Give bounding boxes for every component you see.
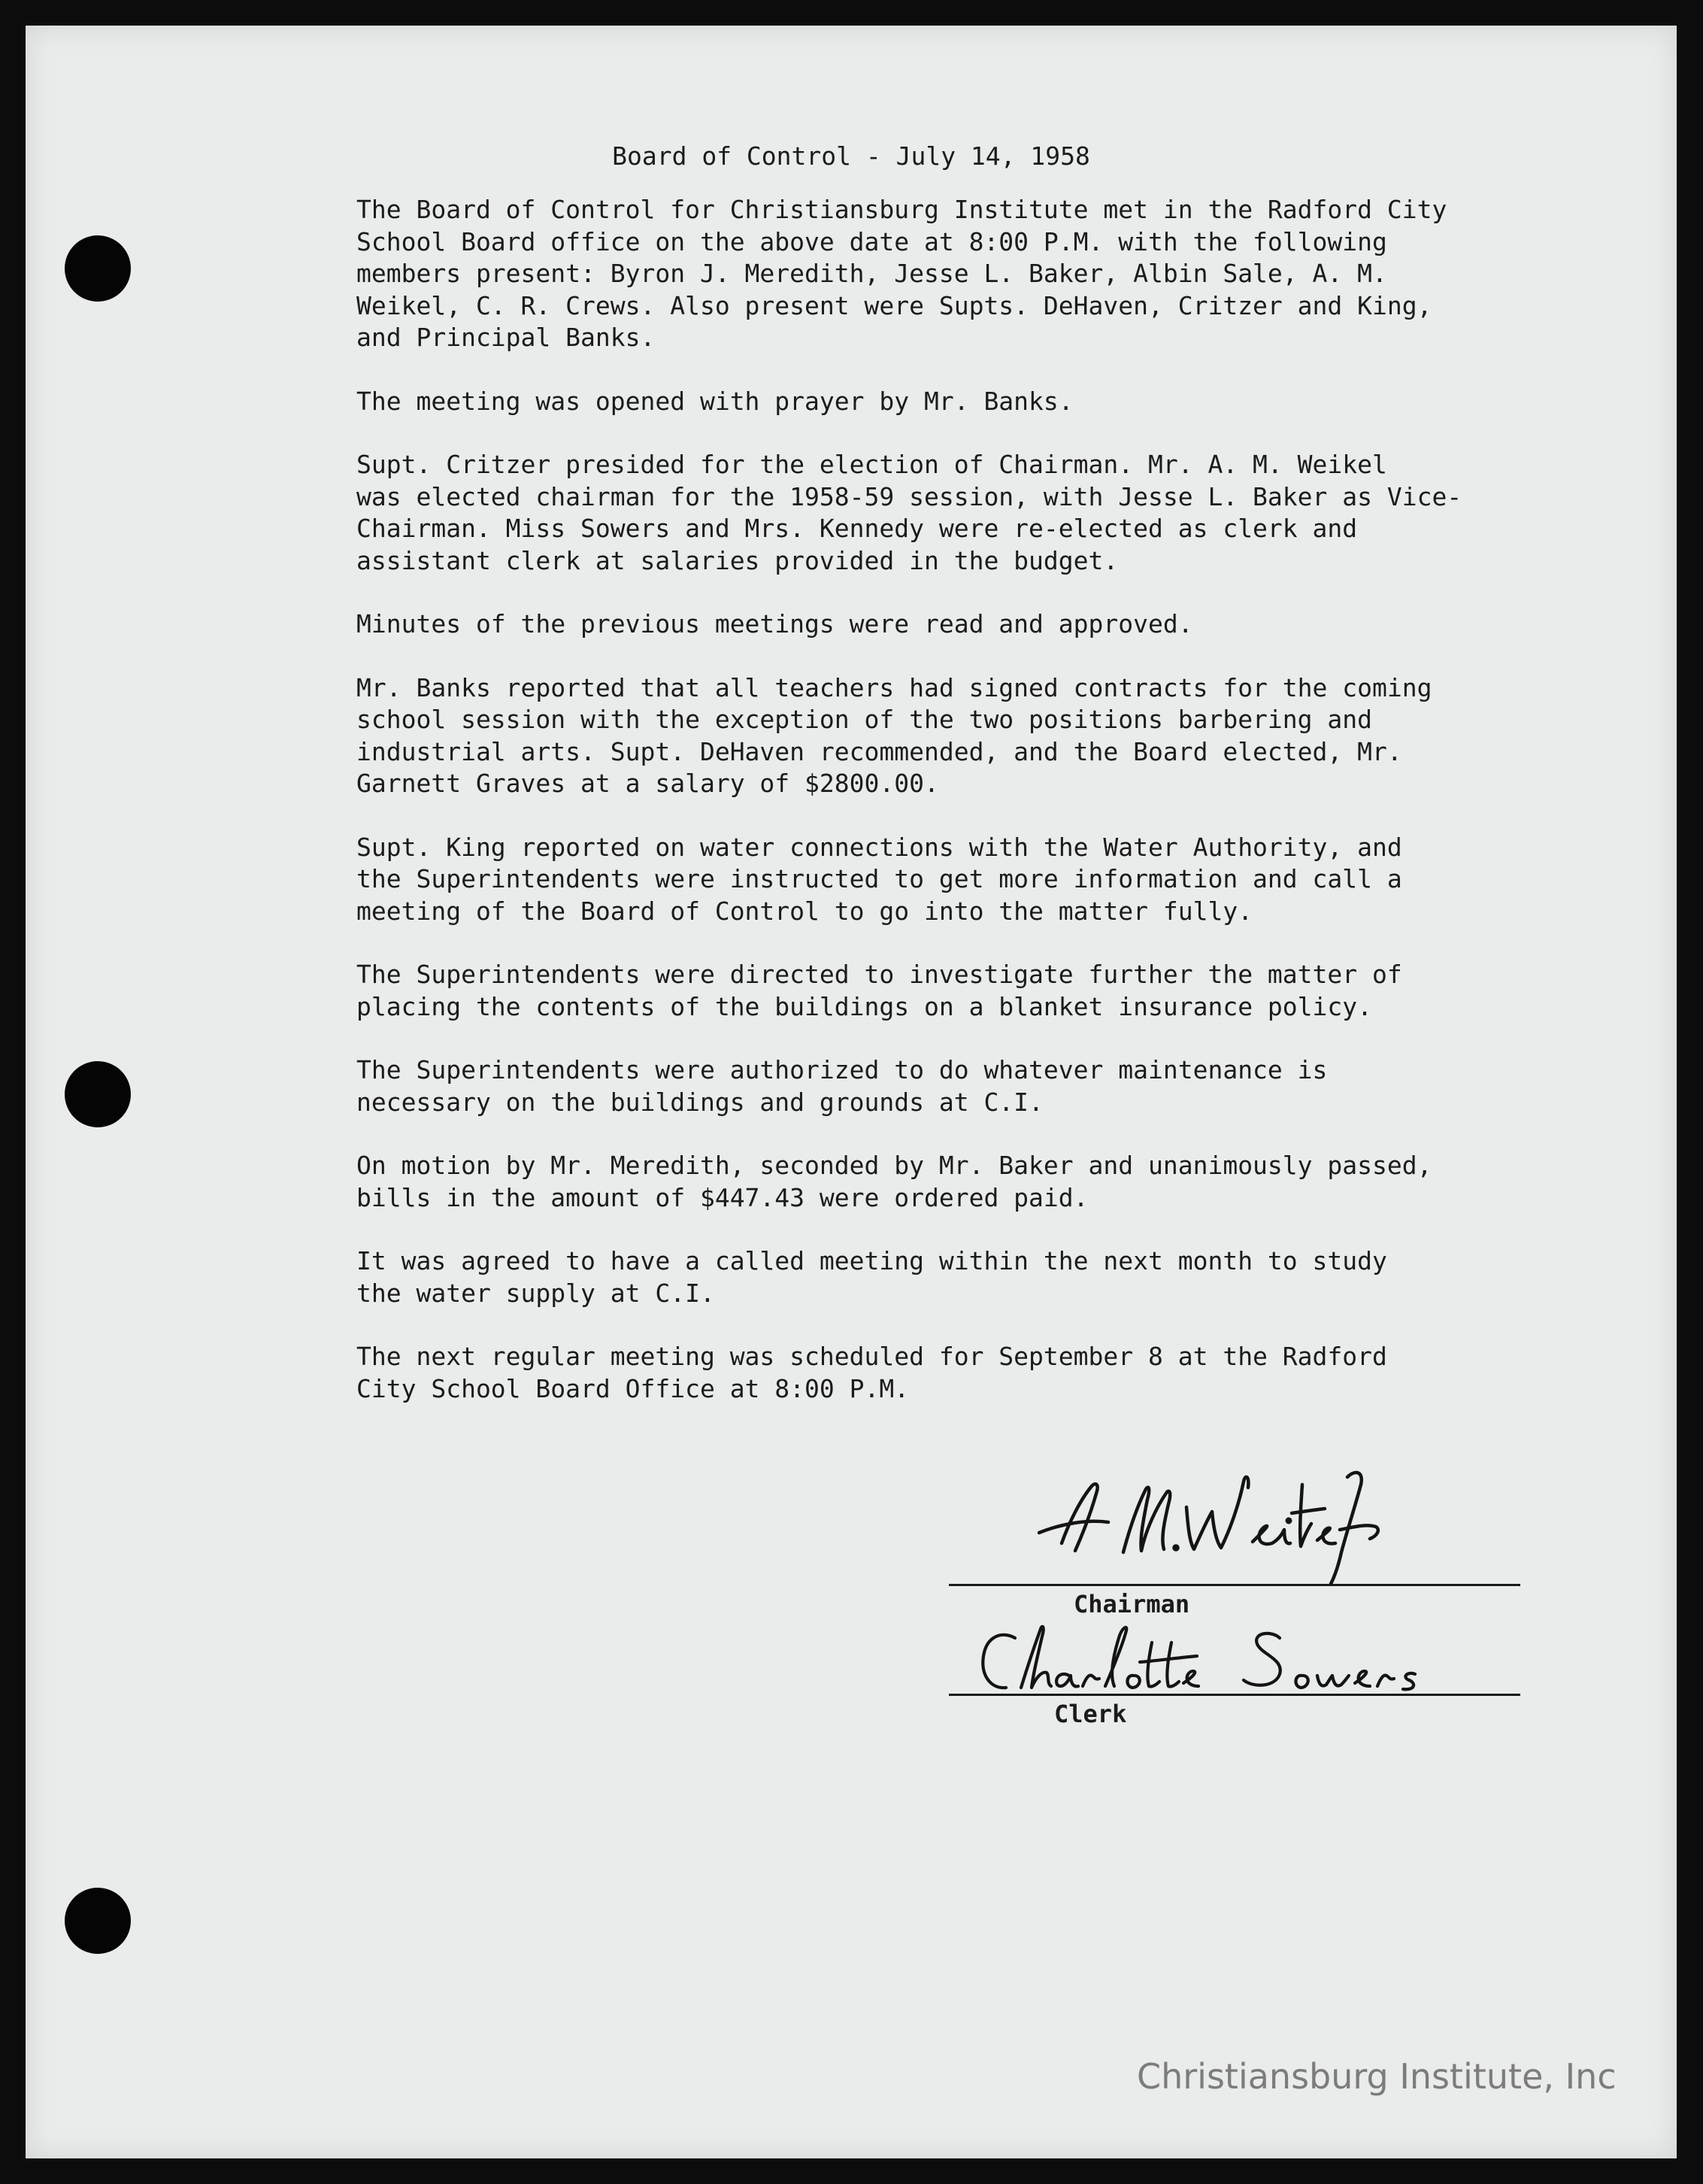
chairman-signature-line xyxy=(949,1584,1520,1586)
chairman-signature-block xyxy=(949,1454,1520,1627)
paragraph-attendance: The Board of Control for Christiansburg Institute met in the Radford City School Board office on the above date at 8:00 P.M. with the following members present: Byron J. Meredith, Jesse L. Baker, Albin Sale, A. M. Weikel, C. R. Crews. Also present were Supts. DeHaven, Critzer and King, and Principal Banks. xyxy=(356,195,1447,352)
paragraph-minutes: Minutes of the previous meetings were read and approved. xyxy=(356,609,1193,639)
chairman-signature xyxy=(949,1454,1520,1605)
chairman-label: Chairman xyxy=(1074,1590,1190,1618)
paragraph-maintenance: The Superintendents were authorized to do whatever maintenance is necessary on the buildings and grounds at C.I. xyxy=(356,1055,1328,1117)
punch-hole-bottom xyxy=(65,1888,131,1954)
document-page xyxy=(26,26,1677,2158)
paragraph-prayer: The meeting was opened with prayer by Mr. Banks. xyxy=(356,386,1074,416)
paragraph-next-meeting: The next regular meeting was scheduled for September 8 at the Radford City School Board Office at 8:00 P.M. xyxy=(356,1342,1387,1403)
minutes-body xyxy=(356,194,1589,1436)
paragraph-teachers: Mr. Banks reported that all teachers had signed contracts for the coming school session with the exception of the two positions barbering and industrial arts. Supt. DeHaven recommended, and the Board elected, Mr. Garnett Graves at a salary of $2800.00. xyxy=(356,672,1432,798)
paragraph-insurance: The Superintendents were directed to investigate further the matter of placing the contents of the buildings on a blanket insurance policy. xyxy=(356,960,1402,1021)
paragraph-election: Supt. Critzer presided for the election of Chairman. Mr. A. M. Weikel was elected chairman for the 1958-59 session, with Jesse L. Baker as Vice- Chairman. Miss Sowers and Mrs. Kennedy were re-elected as clerk and assistant clerk at salaries provided in the budget. xyxy=(356,450,1462,575)
paragraph-water-connections: Supt. King reported on water connections with the Water Authority, and the Superintendents were instructed to get more information and call a meeting of the Board of Control to go into the matter fully. xyxy=(356,832,1402,926)
paragraph-called-meeting: It was agreed to have a called meeting within the next month to study the water supply at C.I. xyxy=(356,1246,1387,1308)
document-title: Board of Control - July 14, 1958 xyxy=(612,141,1090,171)
clerk-label: Clerk xyxy=(1054,1700,1127,1728)
punch-hole-middle xyxy=(65,1061,131,1127)
punch-hole-top xyxy=(65,235,131,302)
paragraph-bills: On motion by Mr. Meredith, seconded by Mr. Baker and unanimously passed, bills in the amount of $447.43 were ordered paid. xyxy=(356,1151,1432,1212)
clerk-signature-block xyxy=(949,1615,1520,1766)
clerk-signature-line xyxy=(949,1694,1520,1696)
watermark: Christiansburg Institute, Inc xyxy=(1137,2056,1617,2097)
clerk-signature xyxy=(949,1615,1520,1706)
